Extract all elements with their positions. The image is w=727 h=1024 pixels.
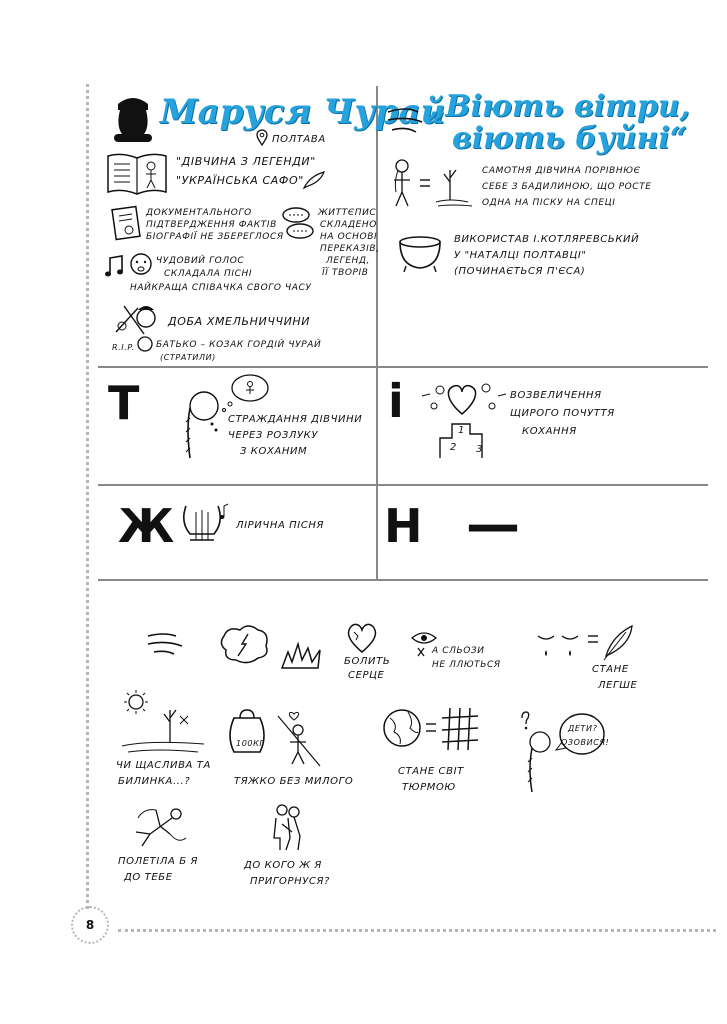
father-portrait-icon <box>136 334 154 356</box>
broken-heart-icon <box>344 622 380 654</box>
flying-person-icon <box>130 804 190 852</box>
bubble-line-1: ДЕТИ? <box>568 724 598 733</box>
used-line-2: У "НАТАЛЦІ ПОЛТАВЦІ" <box>454 250 587 261</box>
happy-line-1: ЧИ ЩАСЛИВА ТА <box>116 760 211 771</box>
calling-girl-icon <box>514 708 554 794</box>
embracing-couple-icon <box>268 802 308 852</box>
heart-podium-icon <box>418 376 508 458</box>
compare-line-3: ОДНА НА ПІСКУ НА СПЕЦІ <box>482 198 616 208</box>
direction-letter: Н <box>384 499 423 553</box>
rip-label: R.I.P. <box>112 343 135 352</box>
genre-text: ЛІРИЧНА ПІСНЯ <box>236 520 325 531</box>
bio-line-4: ПЕРЕКАЗІВ, <box>320 244 380 254</box>
voice-line-2: СКЛАДАЛА ПІСНІ <box>164 269 253 279</box>
era-label: ДОБА ХМЕЛЬНИЧЧИНИ <box>168 315 311 328</box>
podium-second: 2 <box>450 442 457 453</box>
page-bottom-dots <box>118 929 716 932</box>
idea-line-2: ЩИРОГО ПОЧУТТЯ <box>510 408 615 419</box>
location-pin-icon <box>256 130 268 146</box>
globe-prison-icon <box>380 704 488 754</box>
location-label: ПОЛТАВА <box>272 134 326 145</box>
singer-face-icon <box>128 250 154 278</box>
docs-line-3: БІОГРАФІЇ НЕ ЗБЕРЕГЛОСЯ <box>146 232 284 242</box>
world-line-2: ТЮРМОЮ <box>402 782 456 793</box>
bio-line-5: ЛЕГЕНД, <box>326 256 371 266</box>
voice-line-1: ЧУДОВИЙ ГОЛОС <box>156 256 245 266</box>
bubble-line-2: ОЗОВИСЯ! <box>561 738 610 747</box>
lonely-person-icon <box>274 708 324 768</box>
legend-line-2: "УКРАЇНСЬКА САФО" <box>176 174 304 187</box>
lighter-line-1: СТАНЕ <box>592 664 629 675</box>
quill-icon <box>302 170 326 190</box>
fly-line-2: ДО ТЕБЕ <box>124 872 173 883</box>
docs-line-1: ДОКУМЕНТАЛЬНОГО <box>146 208 252 218</box>
cauldron-icon <box>396 232 444 272</box>
father-line-1: БАТЬКО – КОЗАК ГОРДІЙ ЧУРАЙ <box>156 340 322 350</box>
father-line-2: (СТРАТИЛИ) <box>160 353 216 362</box>
bio-line-6: ЇЇ ТВОРІВ <box>322 268 369 278</box>
podium-third: 3 <box>476 444 483 455</box>
direction-dash: — <box>466 493 520 556</box>
hard-without-love: ТЯЖКО БЕЗ МИЛОГО <box>234 776 354 787</box>
compare-line-2: СЕБЕ З БАДИЛИНОЮ, ЩО РОСТЕ <box>482 182 652 192</box>
theme-line-3: З КОХАНИМ <box>240 446 308 457</box>
weight-label: 100КГ <box>236 739 265 748</box>
wind-icon <box>386 104 426 138</box>
tears-line-2: НЕ ЛЛЮТЬСЯ <box>432 660 501 670</box>
bio-line-2: СКЛАДЕНО <box>320 220 377 230</box>
theme-line-2: ЧЕРЕЗ РОЗЛУКУ <box>228 430 319 441</box>
page-number: 8 <box>71 906 109 944</box>
hug-line-2: ПРИГОРНУСЯ? <box>250 876 330 887</box>
podium-first: 1 <box>458 425 465 436</box>
right-title-line-2: віють буйні“ <box>452 121 688 156</box>
grid-divider-row3 <box>98 579 708 581</box>
tears-line-1: А СЛЬОЗИ <box>432 646 485 656</box>
closed-eyes-icon <box>536 626 586 662</box>
grid-divider-row1 <box>98 366 708 368</box>
document-icon <box>112 206 140 240</box>
storm-cloud-icon <box>216 622 272 668</box>
left-title: Маруся Чурай <box>160 92 446 132</box>
wind-gust-icon <box>146 630 184 656</box>
page-margin-dots <box>86 84 89 909</box>
idea-letter: і <box>388 374 404 428</box>
compare-line-1: САМОТНЯ ДІВЧИНА ПОРІВНЮЄ <box>482 166 641 176</box>
speech-bubble-icon <box>556 710 606 760</box>
lighter-line-2: ЛЕГШЕ <box>598 680 638 691</box>
docs-line-2: ПІДТВЕРДЖЕННЯ ФАКТІВ <box>146 220 277 230</box>
theme-line-1: СТРАЖДАННЯ ДІВЧИНИ <box>228 414 363 425</box>
sun-grass-icon <box>118 688 208 754</box>
grid-divider-vertical <box>376 86 378 580</box>
idea-line-1: ВОЗВЕЛИЧЕННЯ <box>510 390 602 401</box>
world-line-1: СТАНЕ СВІТ <box>398 766 464 777</box>
idea-line-3: КОХАННЯ <box>522 426 577 437</box>
girl-and-grass-icon <box>388 158 480 212</box>
voice-line-3: НАЙКРАЩА СПІВАЧКА СВОГО ЧАСУ <box>130 283 312 293</box>
music-note-icon <box>104 254 126 278</box>
flames-icon <box>280 640 322 670</box>
right-title-line-1: „Віють вітри, <box>428 89 691 124</box>
used-line-1: ВИКОРИСТАВ І.КОТЛЯРЕВСЬКИЙ <box>454 234 640 245</box>
fly-line-1: ПОЛЕТІЛА Б Я <box>118 856 199 867</box>
used-line-3: (ПОЧИНАЄТЬСЯ П'ЄСА) <box>454 266 586 277</box>
hug-line-1: ДО КОГО Ж Я <box>244 860 322 871</box>
book-icon <box>106 150 168 196</box>
heart-line-2: СЕРЦЕ <box>348 670 385 681</box>
lyre-icon <box>178 500 230 550</box>
heart-line-1: БОЛИТЬ <box>344 656 391 667</box>
happy-line-2: БИЛИНКА...? <box>118 776 191 787</box>
theme-letter: Т <box>108 376 140 430</box>
grid-divider-row2 <box>98 484 708 486</box>
genre-letter: Ж <box>118 499 175 553</box>
bio-line-3: НА ОСНОВІ <box>320 232 378 242</box>
speech-bubbles-icon <box>278 206 316 240</box>
equals-feather-icon <box>586 622 638 662</box>
legend-line-1: "ДІВЧИНА З ЛЕГЕНДИ" <box>176 155 316 168</box>
cossack-battle-icon <box>114 300 164 336</box>
bio-line-1: ЖИТТЄПИС <box>318 208 377 218</box>
woman-silhouette-icon <box>110 96 156 144</box>
